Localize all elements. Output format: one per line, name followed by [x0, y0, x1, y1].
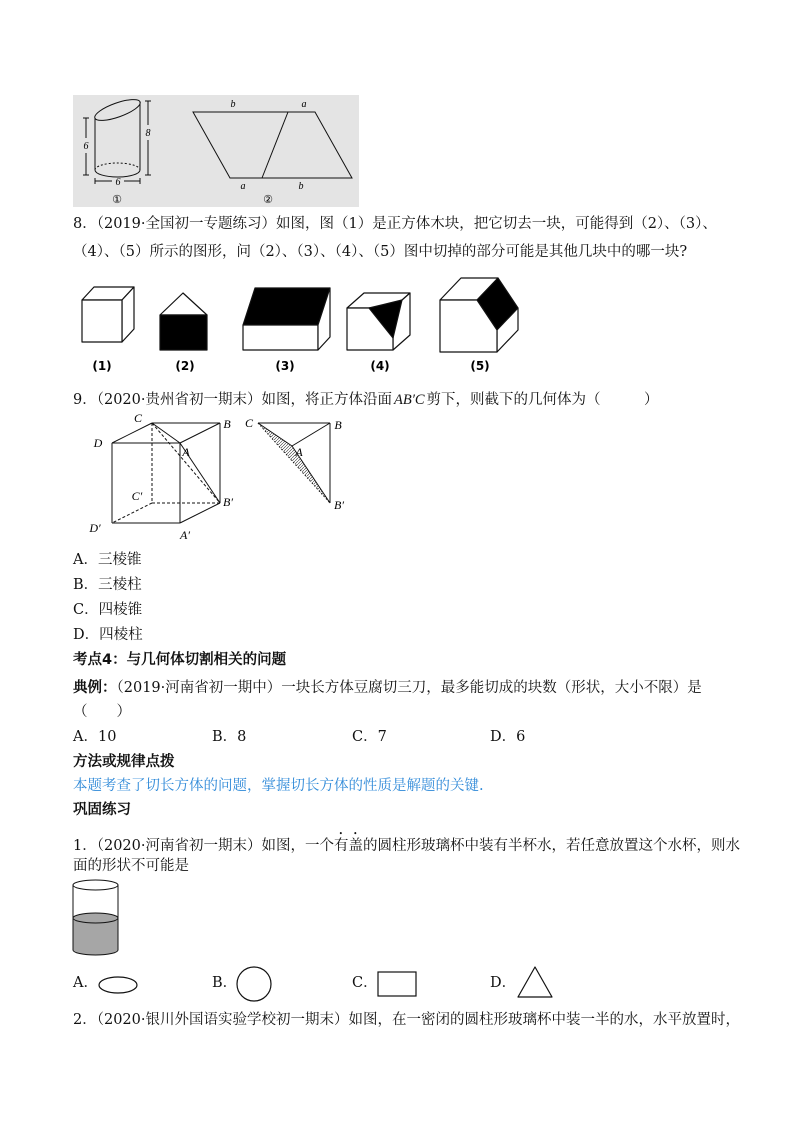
- cube-label-d: D: [93, 436, 103, 450]
- topic4-heading: 考点4：与几何体切割相关的问题: [73, 652, 287, 668]
- cube-label-a: A: [182, 445, 190, 459]
- cube-drawing: [112, 423, 220, 523]
- cube-figure-3: [243, 288, 330, 350]
- practice-q1-line1-after: 的圆柱形玻璃杯中装有半杯水，若任意放置这个水杯，则水: [363, 838, 740, 854]
- figure-caption-1: (1): [92, 359, 112, 373]
- example-answer-blank: （ ）: [73, 704, 131, 720]
- q9-stem-prefix: 9．（2020·贵州省初一期末）如图，将正方体沿面: [73, 392, 392, 408]
- cube-figure-1: [82, 287, 134, 342]
- figure-caption-4: (4): [370, 359, 390, 373]
- example-option-a: A．10: [73, 729, 117, 745]
- cylinder-caption: ①: [112, 194, 122, 206]
- net-top-left-label: b: [230, 99, 236, 110]
- q9-stem: [73, 390, 659, 410]
- triangle-shape-option: [516, 965, 554, 999]
- cylinder-bottom-width-label: 6: [115, 177, 121, 188]
- practice-q1-line2: 面的形状不可能是: [73, 858, 189, 874]
- glass-with-water-figure: [70, 875, 125, 960]
- net-bottom-right-label: b: [298, 181, 304, 192]
- q9-stem-suffix: 剪下，则截下的几何体为（ ）: [426, 392, 659, 408]
- example-stem-text: （2019·河南省初一期中）一块长方体豆腐切三刀，最多能切成的块数（形状，大小不限）是: [116, 680, 702, 696]
- net-bottom-left-label: a: [240, 181, 246, 192]
- practice-q1-line1: [73, 830, 740, 856]
- cut-piece-drawing: [258, 423, 330, 503]
- figure-caption-3: (3): [275, 359, 295, 373]
- piece-label-a: A: [295, 445, 303, 459]
- cube-label-d-prime: D′: [89, 521, 101, 535]
- practice-q1-option-a-label: A．: [73, 975, 98, 991]
- example-stem: [73, 678, 702, 698]
- method-text: 本题考查了切长方体的问题，掌握切长方体的性质是解题的关键.: [73, 778, 484, 794]
- piece-label-b-prime: B′: [334, 498, 344, 512]
- cylinder-and-net-figure: [73, 95, 359, 207]
- method-heading: 方法或规律点拨: [73, 754, 175, 770]
- water-body: [73, 913, 118, 955]
- q9-option-d: D．四棱柱: [73, 627, 143, 643]
- practice-q1-option-b-label: B．: [212, 975, 238, 991]
- cube-label-b-prime: B′: [223, 495, 233, 509]
- practice-q1-option-c-label: C．: [352, 975, 378, 991]
- q9-option-c: C．四棱锥: [73, 602, 143, 618]
- cylinder-left-height-label: 6: [83, 141, 89, 152]
- rectangle-shape-option: [377, 971, 417, 997]
- cube-figure-5: [440, 278, 518, 352]
- cube-label-c: C: [133, 411, 143, 425]
- net-top-right-label: a: [301, 99, 307, 110]
- q9-stem-plane: AB′C: [393, 392, 425, 408]
- practice-heading: 巩固练习: [73, 802, 131, 818]
- q8-stem-line1: 8．（2019·全国初一专题练习）如图，图（1）是正方体木块，把它切去一块，可能得到（2）、（3）、: [73, 216, 717, 232]
- q8-stem-line2: （4）、（5）所示的图形，问（2）、（3）、（4）、（5）图中切掉的部分可能是其他几块中的哪一块?: [73, 244, 688, 260]
- practice-q1-option-d-label: D．: [490, 975, 517, 991]
- cube-label-b: B: [223, 417, 231, 431]
- q9-cube-cut-figure: [85, 410, 355, 545]
- cube-label-a-prime: A′: [180, 528, 190, 542]
- q9-option-b: B．三棱柱: [73, 577, 142, 593]
- example-label: 典例：: [73, 680, 117, 696]
- practice-q1-emphasis: 有盖: [334, 838, 363, 854]
- example-option-b: B．8: [212, 729, 247, 745]
- q8-cube-figures: [73, 275, 533, 375]
- example-option-d: D．6: [490, 729, 526, 745]
- example-option-c: C．7: [352, 729, 387, 745]
- figure-caption-5: (5): [470, 359, 490, 373]
- piece-label-c: C: [244, 416, 254, 430]
- net-caption: ②: [263, 194, 273, 206]
- q9-option-a: A．三棱锥: [73, 552, 142, 568]
- practice-q2-line1: 2．（2020·银川外国语实验学校初一期末）如图，在一密闭的圆柱形玻璃杯中装一半的水，水平放置时，: [73, 1012, 740, 1028]
- cube-label-c-prime: C′: [131, 489, 143, 503]
- cube-figure-2: [160, 293, 207, 350]
- cube-figure-4: [347, 293, 410, 350]
- figure-caption-2: (2): [175, 359, 195, 373]
- cylinder-right-height-label: 8: [145, 128, 151, 139]
- practice-q1-line1-before: 1．（2020·河南省初一期末）如图，一个: [73, 838, 334, 854]
- piece-label-b: B: [334, 418, 342, 432]
- circle-shape-option: [235, 965, 273, 1003]
- ellipse-shape-option: [97, 975, 139, 995]
